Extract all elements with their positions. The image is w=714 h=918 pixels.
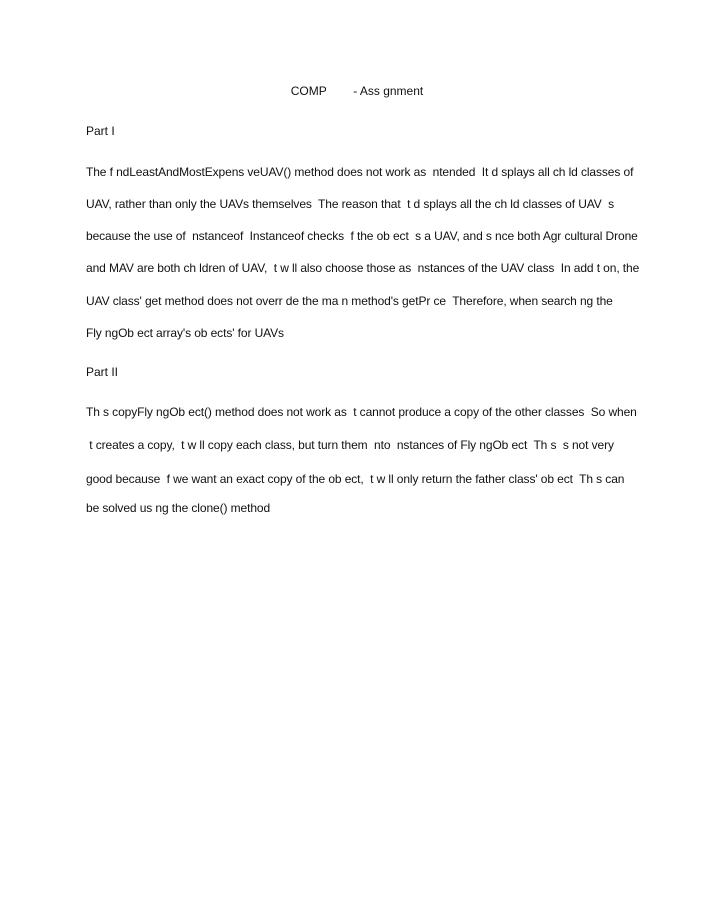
document-title: COMP - Ass gnment [290, 84, 424, 98]
part1-heading: Part I [86, 124, 115, 138]
part1-line-5: UAV class' get method does not overr de the ma n method's getPr ce Therefore, when search ng the [86, 294, 613, 308]
part1-line-6: Fly ngOb ect array's ob ects' for UAVs [86, 326, 284, 340]
part1-line-3: because the use of nstanceof Instanceof checks f the ob ect s a UAV, and s nce both Agr cultural Drone [86, 229, 638, 243]
part2-heading: Part II [86, 365, 119, 379]
part1-line-4: and MAV are both ch ldren of UAV, t w ll also choose those as nstances of the UAV class In add t on, the [86, 261, 640, 275]
part2-line-3: good because f we want an exact copy of the ob ect, t w ll only return the father class' ob ect Th s can [86, 472, 625, 486]
part1-line-2: UAV, rather than only the UAVs themselves The reason that t d splays all the ch ld classes of UAV s [86, 197, 615, 211]
part1-line-1: The f ndLeastAndMostExpens veUAV() method does not work as ntended It d splays all ch ld classes of [86, 165, 634, 179]
part2-line-2: t creates a copy, t w ll copy each class, but turn them nto nstances of Fly ngOb ect Th s s not very [86, 438, 614, 452]
part2-line-1: Th s copyFly ngOb ect() method does not work as t cannot produce a copy of the other classes So when [86, 405, 637, 419]
part2-line-4: be solved us ng the clone() method [86, 501, 271, 515]
